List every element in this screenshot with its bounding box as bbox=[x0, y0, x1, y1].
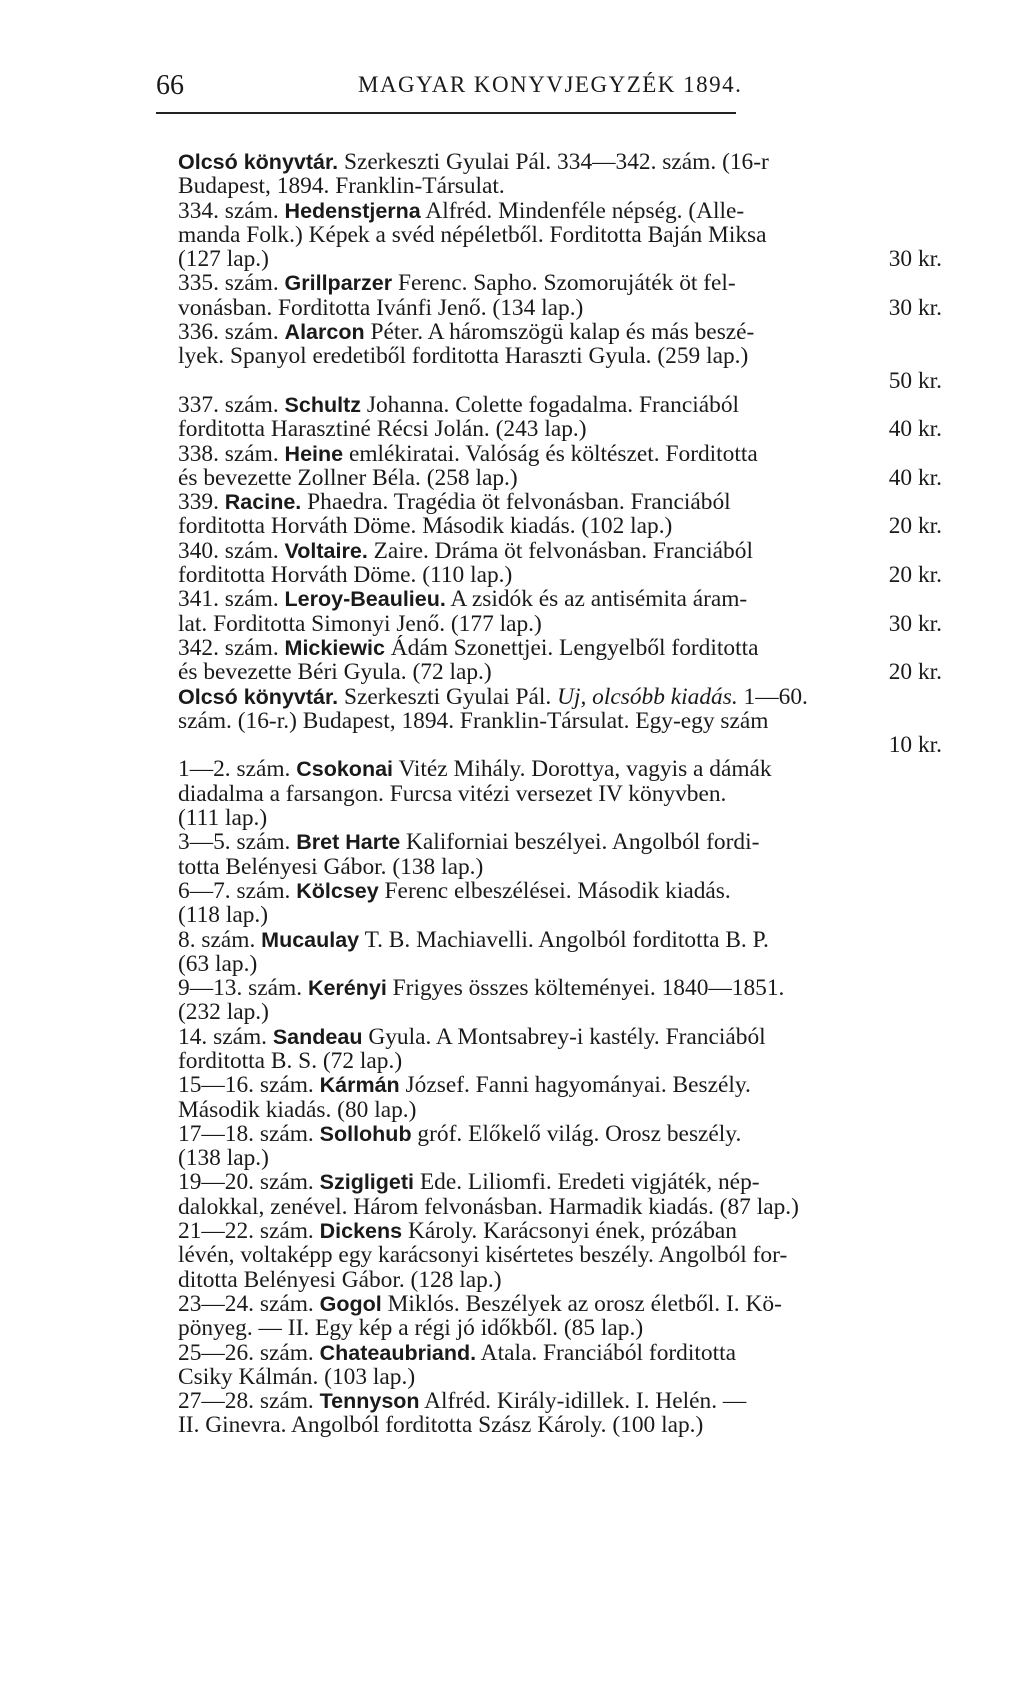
entry-text: Miklós. Beszélyek az orosz életből. I. Kö- bbox=[381, 1290, 782, 1317]
entry-line bbox=[178, 733, 942, 757]
entry-line bbox=[178, 879, 942, 903]
entry-line bbox=[178, 1170, 942, 1194]
entry-line bbox=[178, 320, 942, 344]
entry-line bbox=[178, 174, 942, 198]
entry-text: totta Belényesi Gábor. (138 lap.) bbox=[178, 853, 484, 880]
entry-text: emlékiratai. Valóság és költészet. Forditotta bbox=[343, 440, 758, 467]
entry-line bbox=[178, 442, 942, 466]
author-name: Mucaulay bbox=[261, 927, 360, 952]
author-name: Sollohub bbox=[319, 1121, 412, 1146]
entry-text: forditotta Horváth Döme. Második kiadás. (102 lap.) bbox=[178, 513, 673, 540]
entry-line bbox=[178, 1243, 942, 1267]
author-name: Racine. bbox=[224, 490, 302, 515]
entry-text: (232 lap.) bbox=[178, 999, 269, 1026]
page-header bbox=[156, 66, 856, 106]
entry-text: Johanna. Colette fogadalma. Franciából bbox=[361, 391, 740, 418]
author-name: Sandeau bbox=[272, 1024, 363, 1049]
running-title: MAGYAR KONYVJEGYZÉK 1894. bbox=[358, 72, 743, 97]
entry-text: lat. Forditotta Simonyi Jenő. (177 lap.) bbox=[178, 610, 542, 637]
author-name: Kármán bbox=[319, 1073, 400, 1098]
entry-line bbox=[178, 393, 942, 417]
entry-number: 9—13. szám. bbox=[178, 975, 308, 1002]
entry-text: Szerkeszti Gyulai Pál. 334—342. szám. (16-r bbox=[338, 149, 769, 175]
entry-text: Szerkeszti Gyulai Pál. bbox=[338, 683, 558, 710]
entry-line bbox=[178, 199, 942, 223]
entry-text: (138 lap.) bbox=[178, 1145, 269, 1172]
author-name: Grillparzer bbox=[284, 271, 393, 296]
entry-number: 340. szám. bbox=[178, 537, 285, 564]
author-name: Voltaire. bbox=[284, 538, 368, 563]
entry-line bbox=[178, 709, 942, 733]
entry-line bbox=[178, 612, 942, 636]
entry-number: 338. szám. bbox=[178, 440, 285, 467]
entry-line bbox=[178, 636, 942, 660]
entry-line bbox=[178, 782, 942, 806]
entry-line bbox=[178, 466, 942, 490]
entry-line bbox=[178, 1316, 942, 1340]
entry-text: A zsidók és az antisémita áram- bbox=[445, 586, 748, 613]
entry-text: Frigyes összes költeményei. 1840—1851. bbox=[386, 975, 785, 1002]
entry-number: 3—5. szám. bbox=[178, 829, 297, 856]
entry-line bbox=[178, 223, 942, 247]
entry-number: 17—18. szám. bbox=[178, 1120, 320, 1147]
entry-line bbox=[178, 903, 942, 927]
price: 20 kr. bbox=[888, 659, 942, 686]
author-name: Kölcsey bbox=[296, 878, 379, 903]
author-name: Mickiewic bbox=[284, 635, 385, 660]
entry-line bbox=[178, 490, 942, 514]
entry-line bbox=[178, 271, 942, 295]
entry-line bbox=[178, 247, 942, 271]
entry-text: Zaire. Dráma öt felvonásban. Franciából bbox=[367, 537, 753, 564]
entry-line bbox=[178, 369, 942, 393]
entry-number: 14. szám. bbox=[178, 1023, 273, 1050]
entry-number: 15—16. szám. bbox=[178, 1072, 320, 1099]
entry-text: Atala. Franciából forditotta bbox=[476, 1339, 736, 1366]
author-name: Kerényi bbox=[307, 976, 387, 1001]
entry-number: 341. szám. bbox=[178, 586, 285, 613]
author-name: Schultz bbox=[284, 392, 361, 417]
entry-text: szám. (16-r.) Budapest, 1894. Franklin-Társulat. Egy-egy szám bbox=[178, 707, 769, 734]
entry-line bbox=[178, 976, 942, 1000]
entry-number: 334. szám. bbox=[178, 197, 285, 224]
entry-text: Ferenc elbeszélései. Második kiadás. bbox=[378, 877, 731, 904]
entry-line bbox=[178, 1292, 942, 1316]
entry-text: lyek. Spanyol eredetiből forditotta Haraszti Gyula. (259 lap.) bbox=[178, 343, 749, 370]
entry-number: 336. szám. bbox=[178, 319, 285, 346]
entry-line bbox=[178, 1389, 942, 1413]
entry-text: Második kiadás. (80 lap.) bbox=[178, 1096, 417, 1123]
entry-line bbox=[178, 757, 942, 781]
entry-number: 21—22. szám. bbox=[178, 1218, 320, 1245]
entry-line bbox=[178, 1219, 942, 1243]
entry-text: József. Fanni hagyományai. Beszély. bbox=[399, 1072, 751, 1099]
entry-line bbox=[178, 1025, 942, 1049]
entry-text: Budapest, 1894. Franklin-Társulat. bbox=[178, 173, 505, 200]
entry-number: 339. bbox=[178, 489, 225, 516]
author-name: Tennyson bbox=[319, 1389, 420, 1414]
entry-number: 25—26. szám. bbox=[178, 1339, 320, 1366]
entry-text: diadalma a farsangon. Furcsa vitézi versezet IV könyvben. bbox=[178, 780, 727, 807]
entry-text: és bevezette Zollner Béla. (258 lap.) bbox=[178, 464, 518, 491]
entry-text: Alfréd. Király-idillek. I. Helén. — bbox=[419, 1388, 747, 1415]
entry-text: manda Folk.) Képek a svéd népéletből. Forditotta Baján Miksa bbox=[178, 221, 767, 248]
entry-line bbox=[178, 830, 942, 854]
entry-text: Gyula. A Montsabrey-i kastély. Franciából bbox=[362, 1023, 766, 1050]
entry-number: 19—20. szám. bbox=[178, 1169, 320, 1196]
entry-text: (127 lap.) bbox=[178, 246, 269, 273]
entry-line bbox=[178, 514, 942, 538]
entry-text: Péter. A háromszögü kalap és más beszé- bbox=[364, 319, 755, 346]
entry-line bbox=[178, 417, 942, 441]
price: 10 kr. bbox=[888, 732, 942, 759]
author-name: Alarcon bbox=[284, 320, 365, 345]
entry-text: ditotta Belényesi Gábor. (128 lap.) bbox=[178, 1266, 502, 1293]
header-rule bbox=[156, 112, 736, 114]
entry-text: Ferenc. Sapho. Szomorujáték öt fel- bbox=[392, 270, 736, 297]
catalog-entries bbox=[178, 150, 942, 1438]
entry-number: 342. szám. bbox=[178, 634, 285, 661]
entry-text: 1—60. bbox=[737, 683, 808, 710]
entry-text: dalokkal, zenével. Három felvonásban. Harmadik kiadás. (87 lap.) bbox=[178, 1193, 799, 1220]
entry-line bbox=[178, 1000, 942, 1024]
price: 40 kr. bbox=[888, 416, 942, 443]
entry-line bbox=[178, 1413, 942, 1437]
author-name: Chateaubriand. bbox=[319, 1340, 477, 1365]
entry-text: forditotta Horváth Döme. (110 lap.) bbox=[178, 562, 513, 589]
price: 20 kr. bbox=[888, 513, 942, 540]
entry-line bbox=[178, 952, 942, 976]
entry-line bbox=[178, 1268, 942, 1292]
entry-number: 23—24. szám. bbox=[178, 1290, 320, 1317]
entry-line bbox=[178, 1365, 942, 1389]
entry-line bbox=[178, 296, 942, 320]
entry-text: Csiky Kálmán. (103 lap.) bbox=[178, 1363, 416, 1390]
entry-text: vonásban. Forditotta Ivánfi Jenő. (134 lap.) bbox=[178, 294, 584, 321]
entry-text: (111 lap.) bbox=[178, 805, 268, 832]
entry-line bbox=[178, 1122, 942, 1146]
price: 30 kr. bbox=[888, 610, 942, 637]
author-name: Csokonai bbox=[296, 757, 394, 782]
series-title: Olcsó könyvtár. bbox=[178, 150, 339, 174]
entry-text: lévén, voltaképp egy karácsonyi kisértetes beszély. Angolból for- bbox=[178, 1242, 788, 1269]
entry-number: 27—28. szám. bbox=[178, 1388, 320, 1415]
price: 40 kr. bbox=[888, 464, 942, 491]
author-name: Heine bbox=[284, 441, 344, 466]
entry-line bbox=[178, 344, 942, 368]
edition-note: Uj, olcsóbb kiadás. bbox=[557, 683, 738, 710]
entry-line bbox=[178, 1098, 942, 1122]
entry-text: gróf. Előkelő világ. Orosz beszély. bbox=[411, 1120, 742, 1147]
entry-line bbox=[178, 928, 942, 952]
author-name: Bret Harte bbox=[296, 830, 401, 855]
entry-text: Ádám Szonettjei. Lengyelből forditotta bbox=[384, 634, 759, 661]
author-name: Szigligeti bbox=[319, 1170, 414, 1195]
entry-line bbox=[178, 685, 942, 709]
entry-number: 1—2. szám. bbox=[178, 756, 297, 783]
page-number: 66 bbox=[156, 70, 184, 101]
entry-line bbox=[178, 1341, 942, 1365]
entry-text: II. Ginevra. Angolból forditotta Szász Károly. (100 lap.) bbox=[178, 1412, 704, 1439]
entry-text: Alfréd. Mindenféle népség. (Alle- bbox=[420, 197, 745, 224]
entry-text: forditotta B. S. (72 lap.) bbox=[178, 1047, 403, 1074]
entry-line bbox=[178, 1073, 942, 1097]
entry-line bbox=[178, 660, 942, 684]
entry-line bbox=[178, 1049, 942, 1073]
entry-text: Kaliforniai beszélyei. Angolból fordi- bbox=[400, 829, 760, 856]
entry-text: Vitéz Mihály. Dorottya, vagyis a dámák bbox=[393, 756, 772, 783]
author-name: Dickens bbox=[319, 1219, 403, 1244]
author-name: Hedenstjerna bbox=[284, 198, 421, 223]
entry-text: pönyeg. — II. Egy kép a régi jó időkből. (85 lap.) bbox=[178, 1315, 644, 1342]
entry-number: 8. szám. bbox=[178, 926, 262, 953]
series-title: Olcsó könyvtár. bbox=[178, 684, 339, 709]
entry-line bbox=[178, 806, 942, 830]
entry-line bbox=[178, 539, 942, 563]
entry-line bbox=[178, 1146, 942, 1170]
entry-text: (118 lap.) bbox=[178, 902, 269, 929]
entry-line bbox=[178, 855, 942, 879]
entry-text: Károly. Karácsonyi ének, prózában bbox=[402, 1218, 737, 1245]
entry-line bbox=[178, 587, 942, 611]
entry-number: 6—7. szám. bbox=[178, 877, 297, 904]
author-name: Gogol bbox=[319, 1291, 382, 1316]
entry-text: Ede. Liliomfi. Eredeti vigjáték, nép- bbox=[414, 1169, 760, 1196]
entry-text: (63 lap.) bbox=[178, 950, 258, 977]
price: 30 kr. bbox=[888, 246, 942, 273]
price: 50 kr. bbox=[888, 367, 942, 394]
entry-number: 335. szám. bbox=[178, 270, 285, 297]
entry-text: és bevezette Béri Gyula. (72 lap.) bbox=[178, 659, 492, 686]
entry-line bbox=[178, 1195, 942, 1219]
entry-text: Phaedra. Tragédia öt felvonásban. Franciából bbox=[301, 489, 731, 516]
entry-line bbox=[178, 150, 942, 174]
entry-text: forditotta Harasztiné Récsi Jolán. (243 lap.) bbox=[178, 416, 587, 443]
entry-line bbox=[178, 563, 942, 587]
price: 20 kr. bbox=[888, 562, 942, 589]
price: 30 kr. bbox=[888, 294, 942, 321]
entry-number: 337. szám. bbox=[178, 391, 285, 418]
author-name: Leroy-Beaulieu. bbox=[284, 587, 446, 612]
entry-text: T. B. Machiavelli. Angolból forditotta B. P. bbox=[359, 926, 769, 953]
